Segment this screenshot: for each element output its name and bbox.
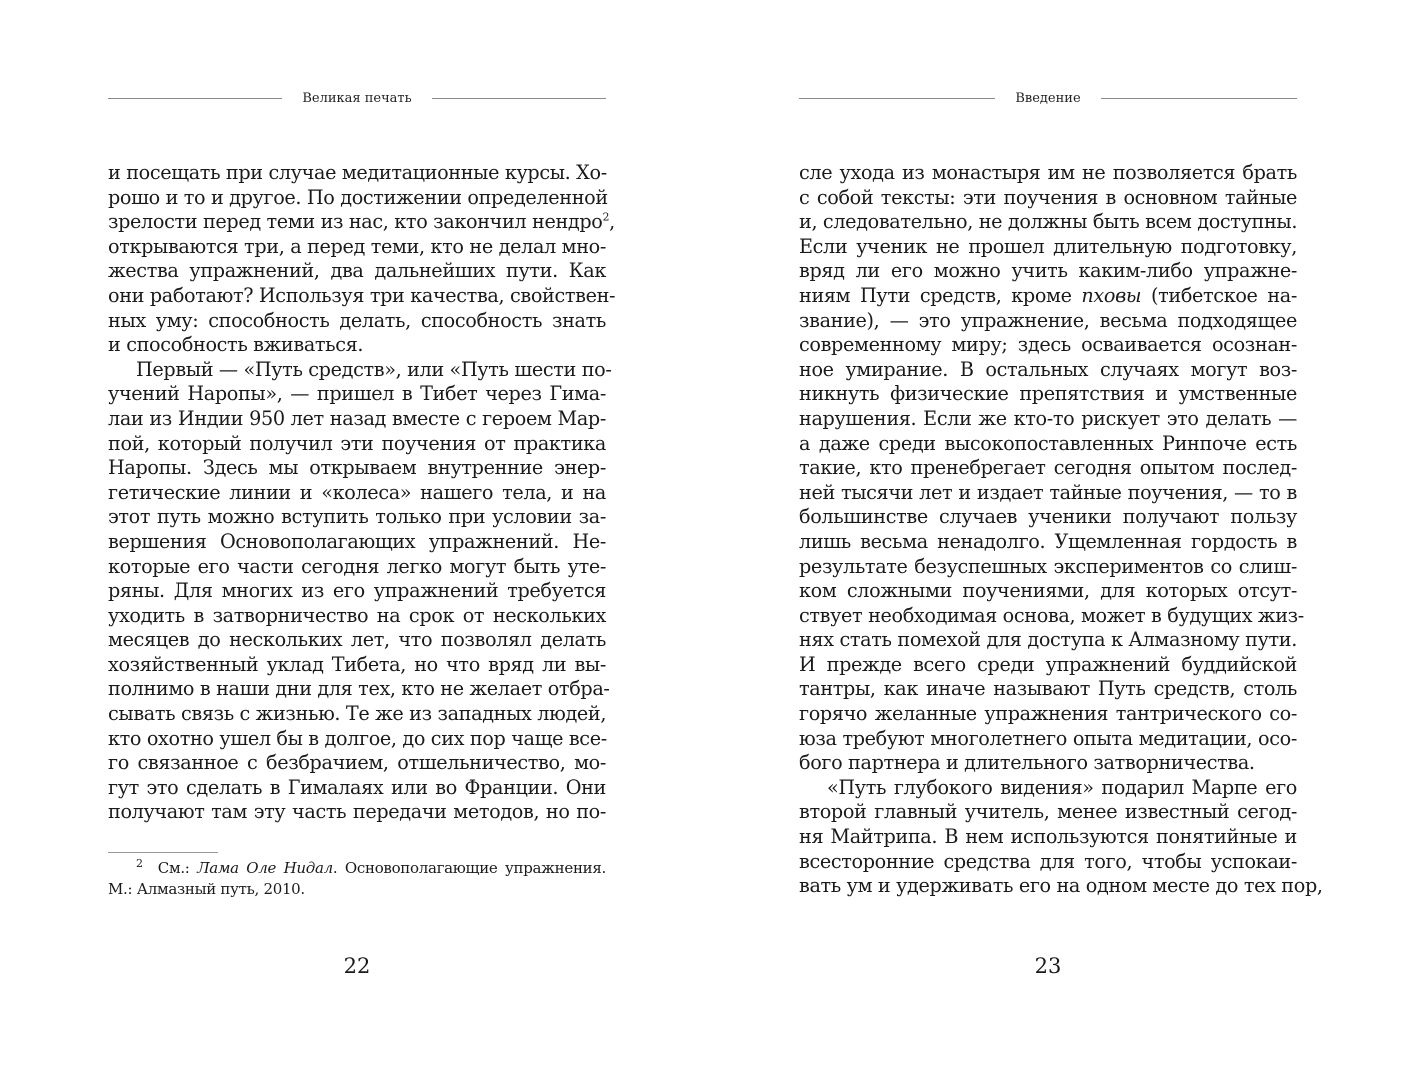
footnote-author: Лама Оле Нидал	[197, 859, 333, 877]
footnote-rule	[108, 852, 218, 853]
footnote-reference[interactable]: 2	[602, 210, 610, 224]
text-line: современному миру; здесь осваивается осознан-	[799, 333, 1297, 357]
text-line: ное умирание. В остальных случаях могут воз-	[799, 357, 1297, 381]
text-line: зрелости перед теми из нас, кто закончил нендро$^2$,	[108, 210, 615, 234]
text-line: тантры, как иначе называют Путь средств, столь	[799, 677, 1297, 701]
text-line: ряны. Для многих из его упражнений требуется	[108, 579, 606, 603]
text-line: лишь весьма ненадолго. Ущемленная гордость в	[799, 529, 1297, 553]
text-line: И прежде всего среди упражнений буддийской	[799, 652, 1297, 676]
text-line: «Путь глубокого видения» подарил Марпе его	[827, 775, 1297, 799]
running-head-title: Введение	[1015, 90, 1081, 106]
header-rule-left	[799, 98, 995, 99]
running-head	[799, 88, 1297, 108]
text-line: учений Наропы», — пришел в Тибет через Гима-	[108, 382, 606, 406]
text-line: ных уму: способность делать, способность знать	[108, 308, 606, 332]
text-line: нарушения. Если же кто-то рискует это делать —	[799, 406, 1297, 430]
text-line: звание), — это упражнение, весьма подходящее	[799, 308, 1297, 332]
text-line: с собой тексты: эти поучения в основном тайные	[799, 185, 1297, 209]
text-line: и способность вживаться.	[108, 333, 364, 357]
footnote	[108, 858, 606, 900]
header-rule-left	[108, 98, 282, 99]
running-head	[108, 88, 606, 108]
text-line: лаи из Индии 950 лет назад вместе с героем Мар-	[108, 406, 606, 430]
text-line: второй главный учитель, менее известный сегод-	[799, 800, 1297, 824]
text-line: а даже среди высокопоставленных Ринпоче есть	[799, 431, 1297, 455]
text-line: месяцев до нескольких лет, что позволял делать	[108, 628, 606, 652]
text-line: гетические линии и «колеса» нашего тела, и на	[108, 480, 606, 504]
text-line: этот путь можно вступить только при условии за-	[108, 505, 606, 529]
text-line: вершения Основополагающих упражнений. Не-	[108, 529, 606, 553]
header-rule-right	[1101, 98, 1297, 99]
text-line: полнимо в наши дни для тех, кто не желает отбра-	[108, 677, 610, 701]
text-line: нях стать помехой для доступа к Алмазному пути.	[799, 628, 1297, 652]
header-rule-right	[432, 98, 606, 99]
text-line: которые его части сегодня легко могут быть уте-	[108, 554, 606, 578]
text-line: вать ум и удерживать его на одном месте до тех пор,	[799, 874, 1323, 898]
text-line: Если ученик не прошел длительную подготовку,	[799, 234, 1297, 258]
footnote-line: М.: Алмазный путь, 2010.	[108, 880, 305, 898]
text-line: никнуть физические препятствия и умственные	[799, 382, 1297, 406]
page-number: 22	[343, 954, 371, 978]
italic-term: пховы	[1081, 283, 1142, 307]
text-line: горячо желанные упражнения тантрического со-	[799, 702, 1297, 726]
text-line: пой, который получил эти поучения от практика	[108, 431, 606, 455]
footnote-line: $^2$ См.: Лама Оле Нидал. Основополагающие упражнения.	[136, 857, 606, 877]
text-line: ниям Пути средств, кроме пховы (тибетское на-	[799, 283, 1298, 307]
text-line: юза требуют многолетнего опыта медитации, осо-	[799, 726, 1297, 750]
right-page	[799, 0, 1323, 1080]
text-line: сле ухода из монастыря им не позволяется брать	[799, 161, 1297, 184]
body-text	[108, 161, 616, 825]
text-line: и посещать при случае медитационные курсы. Хо-	[108, 161, 607, 184]
body-text	[799, 161, 1323, 899]
footnote-marker: 2	[136, 857, 143, 870]
running-head-title: Великая печать	[302, 90, 412, 106]
text-line: кто охотно ушел бы в долгое, до сих пор чаще все-	[108, 726, 607, 750]
text-line: ня Майтрипа. В нем используются понятийные и	[799, 825, 1297, 849]
text-line: и, следовательно, не должны быть всем доступны.	[799, 210, 1298, 234]
text-line: ком сложными поучениями, для которых отсут-	[799, 579, 1297, 603]
page-number: 23	[1034, 954, 1062, 978]
text-line: бого партнера и длительного затворничества.	[799, 751, 1255, 775]
text-line: Наропы. Здесь мы открываем внутренние энер-	[108, 456, 606, 480]
text-line: уходить в затворничество на срок от нескольких	[108, 603, 606, 627]
text-line: го связанное с безбрачием, отшельничество, мо-	[108, 751, 606, 775]
text-line: результате безуспешных экспериментов со слиш-	[799, 554, 1297, 578]
text-line: они работают? Используя три качества, свойствен-	[108, 283, 616, 307]
text-line: открываются три, а перед теми, кто не делал мно-	[108, 234, 606, 258]
text-line: Первый — «Путь средств», или «Путь шести по-	[136, 357, 612, 381]
left-page	[108, 0, 616, 1080]
text-line: такие, кто пренебрегает сегодня опытом послед-	[799, 456, 1297, 480]
text-line: сывать связь с жизнью. Те же из западных людей,	[108, 702, 607, 726]
text-line: гут это сделать в Гималаях или во Франции. Они	[108, 775, 606, 799]
text-line: жества упражнений, два дальнейших пути. Как	[108, 259, 606, 283]
text-line: большинстве случаев ученики получают пользу	[799, 505, 1297, 529]
text-line: вряд ли его можно учить каким-либо упражне-	[799, 259, 1297, 283]
text-line: получают там эту часть передачи методов, но по-	[108, 800, 606, 824]
text-line: ней тысячи лет и издает тайные поучения, — то в	[799, 480, 1297, 504]
text-line: ствует необходимая основа, может в будущих жиз-	[799, 603, 1304, 627]
text-line: всесторонние средства для того, чтобы успокаи-	[799, 849, 1297, 873]
text-line: хозяйственный уклад Тибета, но что вряд ли вы-	[108, 652, 606, 676]
text-line: рошо и то и другое. По достижении определенной	[108, 185, 608, 209]
